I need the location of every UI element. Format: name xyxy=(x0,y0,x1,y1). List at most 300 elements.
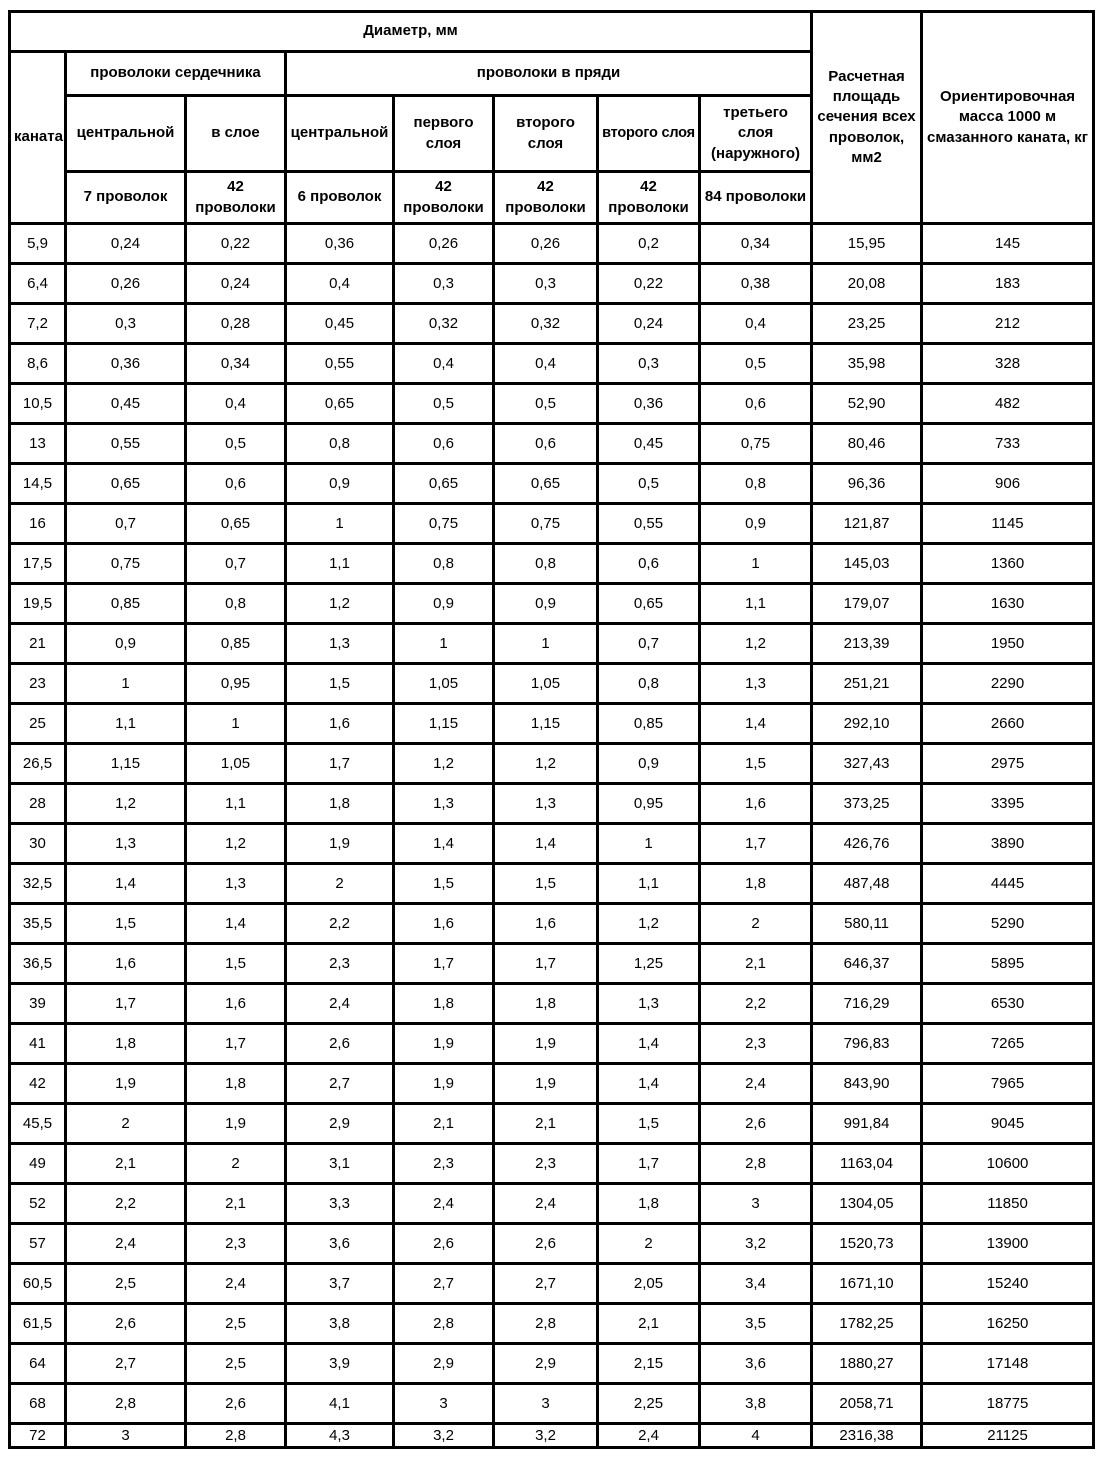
cell: 2,3 xyxy=(394,1144,494,1184)
cell: 1,3 xyxy=(700,664,812,704)
cell: 1 xyxy=(186,704,286,744)
table-row xyxy=(10,304,1094,344)
cell: 0,55 xyxy=(286,344,394,384)
cell: 2,7 xyxy=(286,1064,394,1104)
cell: 2,25 xyxy=(598,1384,700,1424)
cell: 1,9 xyxy=(394,1024,494,1064)
cell: 21125 xyxy=(922,1424,1094,1448)
cell: 2975 xyxy=(922,744,1094,784)
cell: 3,1 xyxy=(286,1144,394,1184)
cell: 2,8 xyxy=(66,1384,186,1424)
cell: 36,5 xyxy=(10,944,66,984)
cell: 13900 xyxy=(922,1224,1094,1264)
cell: 843,90 xyxy=(812,1064,922,1104)
cell: 0,85 xyxy=(66,584,186,624)
cell: 1782,25 xyxy=(812,1304,922,1344)
cell: 1,15 xyxy=(66,744,186,784)
cell: 1,9 xyxy=(286,824,394,864)
cell: 3395 xyxy=(922,784,1094,824)
cell: 1,2 xyxy=(494,744,598,784)
cell: 0,65 xyxy=(598,584,700,624)
cell: 0,26 xyxy=(66,264,186,304)
cell: 2,1 xyxy=(598,1304,700,1344)
header-count-6-wires: 6 проволок xyxy=(286,172,394,224)
cell: 2,4 xyxy=(598,1424,700,1448)
cell: 0,9 xyxy=(394,584,494,624)
cell: 42 xyxy=(10,1064,66,1104)
cell: 2,3 xyxy=(494,1144,598,1184)
header-count-42-wires-4: 42 проволоки xyxy=(598,172,700,224)
cell: 2 xyxy=(598,1224,700,1264)
cell: 0,75 xyxy=(494,504,598,544)
cell: 1,7 xyxy=(700,824,812,864)
cell: 1,2 xyxy=(66,784,186,824)
cell: 1,9 xyxy=(494,1024,598,1064)
header-row-1 xyxy=(10,12,1094,52)
cell: 1145 xyxy=(922,504,1094,544)
header-rope: каната xyxy=(10,52,66,224)
cell: 487,48 xyxy=(812,864,922,904)
cell: 1,6 xyxy=(700,784,812,824)
cell: 19,5 xyxy=(10,584,66,624)
cell: 1,6 xyxy=(394,904,494,944)
cell: 2,3 xyxy=(700,1024,812,1064)
table-row xyxy=(10,584,1094,624)
cell: 0,26 xyxy=(494,224,598,264)
cell: 1630 xyxy=(922,584,1094,624)
cell: 0,65 xyxy=(66,464,186,504)
cell: 2,6 xyxy=(186,1384,286,1424)
cell: 0,4 xyxy=(286,264,394,304)
cell: 2 xyxy=(66,1104,186,1144)
header-count-84-wires: 84 проволоки xyxy=(700,172,812,224)
cell: 1,3 xyxy=(286,624,394,664)
cell: 0,45 xyxy=(598,424,700,464)
cell: 2,2 xyxy=(66,1184,186,1224)
table-header xyxy=(10,12,1094,224)
header-layer-second: второго слоя xyxy=(494,96,598,172)
cell: 1,3 xyxy=(494,784,598,824)
cell: 2,5 xyxy=(186,1304,286,1344)
cell: 52,90 xyxy=(812,384,922,424)
table-row xyxy=(10,1224,1094,1264)
cell: 796,83 xyxy=(812,1024,922,1064)
cell: 1,5 xyxy=(394,864,494,904)
cell: 0,75 xyxy=(700,424,812,464)
table-row xyxy=(10,1344,1094,1384)
cell: 2290 xyxy=(922,664,1094,704)
table-row xyxy=(10,544,1094,584)
cell: 20,08 xyxy=(812,264,922,304)
table-row xyxy=(10,1144,1094,1184)
cell: 7,2 xyxy=(10,304,66,344)
cell: 2,1 xyxy=(494,1104,598,1144)
header-count-42-wires-3: 42 проволоки xyxy=(494,172,598,224)
cell: 0,3 xyxy=(394,264,494,304)
cell: 2,1 xyxy=(700,944,812,984)
cell: 18775 xyxy=(922,1384,1094,1424)
cell: 2,2 xyxy=(700,984,812,1024)
cell: 646,37 xyxy=(812,944,922,984)
cell: 0,38 xyxy=(700,264,812,304)
table-row xyxy=(10,824,1094,864)
cell: 0,8 xyxy=(700,464,812,504)
cell: 0,45 xyxy=(66,384,186,424)
cell: 1,7 xyxy=(494,944,598,984)
cell: 0,4 xyxy=(394,344,494,384)
cell: 0,5 xyxy=(598,464,700,504)
cell: 32,5 xyxy=(10,864,66,904)
cell: 1,8 xyxy=(494,984,598,1024)
cell: 1,4 xyxy=(394,824,494,864)
cell: 179,07 xyxy=(812,584,922,624)
cell: 5290 xyxy=(922,904,1094,944)
cell: 0,65 xyxy=(286,384,394,424)
cell: 327,43 xyxy=(812,744,922,784)
cell: 6,4 xyxy=(10,264,66,304)
cell: 10600 xyxy=(922,1144,1094,1184)
cell: 1,1 xyxy=(700,584,812,624)
cell: 0,6 xyxy=(494,424,598,464)
cell: 733 xyxy=(922,424,1094,464)
cell: 145 xyxy=(922,224,1094,264)
cell: 1,2 xyxy=(394,744,494,784)
cell: 0,8 xyxy=(394,544,494,584)
table-row xyxy=(10,384,1094,424)
cell: 0,55 xyxy=(598,504,700,544)
cell: 2,7 xyxy=(66,1344,186,1384)
cell: 2,1 xyxy=(66,1144,186,1184)
cell: 1,7 xyxy=(286,744,394,784)
cell: 1,2 xyxy=(286,584,394,624)
table-row xyxy=(10,744,1094,784)
cell: 0,5 xyxy=(700,344,812,384)
cell: 28 xyxy=(10,784,66,824)
cell: 0,2 xyxy=(598,224,700,264)
cell: 0,32 xyxy=(394,304,494,344)
cell: 1,4 xyxy=(598,1064,700,1104)
cell: 2,8 xyxy=(394,1304,494,1344)
header-strand-wires-group: проволоки в пряди xyxy=(286,52,812,96)
cell: 0,3 xyxy=(66,304,186,344)
cell: 1,4 xyxy=(186,904,286,944)
cell: 0,65 xyxy=(186,504,286,544)
cell: 2660 xyxy=(922,704,1094,744)
cell: 3 xyxy=(700,1184,812,1224)
cell: 3,2 xyxy=(494,1424,598,1448)
cell: 0,26 xyxy=(394,224,494,264)
header-layer-core-central: центральной xyxy=(66,96,186,172)
table-row xyxy=(10,1304,1094,1344)
table-row xyxy=(10,904,1094,944)
cell: 145,03 xyxy=(812,544,922,584)
cell: 0,6 xyxy=(186,464,286,504)
table-row xyxy=(10,784,1094,824)
cell: 1671,10 xyxy=(812,1264,922,1304)
cell: 39 xyxy=(10,984,66,1024)
cell: 3,2 xyxy=(700,1224,812,1264)
cell: 1,6 xyxy=(66,944,186,984)
table-row xyxy=(10,864,1094,904)
cell: 23 xyxy=(10,664,66,704)
cell: 1,6 xyxy=(186,984,286,1024)
header-core-wires-group: проволоки сердечника xyxy=(66,52,286,96)
table-row xyxy=(10,624,1094,664)
cell: 0,8 xyxy=(598,664,700,704)
cell: 9045 xyxy=(922,1104,1094,1144)
cell: 16 xyxy=(10,504,66,544)
cell: 0,85 xyxy=(186,624,286,664)
cell: 0,7 xyxy=(66,504,186,544)
cell: 5,9 xyxy=(10,224,66,264)
cell: 1360 xyxy=(922,544,1094,584)
cell: 2,8 xyxy=(700,1144,812,1184)
cell: 1,5 xyxy=(598,1104,700,1144)
cell: 1,25 xyxy=(598,944,700,984)
cell: 0,7 xyxy=(186,544,286,584)
cell: 1 xyxy=(286,504,394,544)
cell: 2,4 xyxy=(186,1264,286,1304)
cell: 1,4 xyxy=(494,824,598,864)
cell: 16250 xyxy=(922,1304,1094,1344)
cell: 1,4 xyxy=(66,864,186,904)
cell: 3,8 xyxy=(286,1304,394,1344)
table-row xyxy=(10,1184,1094,1224)
cell: 0,36 xyxy=(66,344,186,384)
cell: 5895 xyxy=(922,944,1094,984)
cell: 991,84 xyxy=(812,1104,922,1144)
cell: 2,6 xyxy=(66,1304,186,1344)
cell: 3,5 xyxy=(700,1304,812,1344)
header-layer-second-2: второго слоя xyxy=(598,96,700,172)
header-layer-core-in-layer: в слое xyxy=(186,96,286,172)
cell: 580,11 xyxy=(812,904,922,944)
cell: 15,95 xyxy=(812,224,922,264)
cell: 68 xyxy=(10,1384,66,1424)
cell: 2058,71 xyxy=(812,1384,922,1424)
table-row xyxy=(10,1264,1094,1304)
cell: 0,22 xyxy=(186,224,286,264)
cell: 4 xyxy=(700,1424,812,1448)
cell: 1,15 xyxy=(494,704,598,744)
cell: 2,15 xyxy=(598,1344,700,1384)
cell: 0,9 xyxy=(494,584,598,624)
cell: 25 xyxy=(10,704,66,744)
table-row xyxy=(10,1024,1094,1064)
cell: 3,9 xyxy=(286,1344,394,1384)
cell: 482 xyxy=(922,384,1094,424)
cell: 426,76 xyxy=(812,824,922,864)
cell: 4,1 xyxy=(286,1384,394,1424)
cell: 1,9 xyxy=(494,1064,598,1104)
cell: 1,5 xyxy=(286,664,394,704)
cell: 2,8 xyxy=(186,1424,286,1448)
cell: 1,2 xyxy=(598,904,700,944)
cell: 3,7 xyxy=(286,1264,394,1304)
cell: 3,2 xyxy=(394,1424,494,1448)
cell: 0,9 xyxy=(700,504,812,544)
cell: 1,8 xyxy=(186,1064,286,1104)
cell: 2 xyxy=(286,864,394,904)
cell: 3,6 xyxy=(700,1344,812,1384)
cell: 213,39 xyxy=(812,624,922,664)
cell: 64 xyxy=(10,1344,66,1384)
cell: 1,7 xyxy=(394,944,494,984)
header-diameter-group: Диаметр, мм xyxy=(10,12,812,52)
cell: 1,05 xyxy=(186,744,286,784)
cell: 1304,05 xyxy=(812,1184,922,1224)
cell: 0,3 xyxy=(598,344,700,384)
cell: 1,1 xyxy=(186,784,286,824)
cell: 10,5 xyxy=(10,384,66,424)
cell: 72 xyxy=(10,1424,66,1448)
cell: 1950 xyxy=(922,624,1094,664)
header-count-42-wires-2: 42 проволоки xyxy=(394,172,494,224)
table-row xyxy=(10,1064,1094,1104)
cell: 0,36 xyxy=(598,384,700,424)
cell: 292,10 xyxy=(812,704,922,744)
cell: 3,6 xyxy=(286,1224,394,1264)
cell: 1,7 xyxy=(66,984,186,1024)
cell: 1,9 xyxy=(186,1104,286,1144)
cell: 3890 xyxy=(922,824,1094,864)
cell: 4,3 xyxy=(286,1424,394,1448)
cell: 8,6 xyxy=(10,344,66,384)
cell: 2,9 xyxy=(394,1344,494,1384)
table-row xyxy=(10,1424,1094,1448)
cell: 2,3 xyxy=(286,944,394,984)
cell: 1,4 xyxy=(598,1024,700,1064)
cell: 0,9 xyxy=(66,624,186,664)
cell: 328 xyxy=(922,344,1094,384)
cell: 1,8 xyxy=(394,984,494,1024)
cell: 0,3 xyxy=(494,264,598,304)
cell: 1,1 xyxy=(66,704,186,744)
cell: 1 xyxy=(700,544,812,584)
cell: 3,3 xyxy=(286,1184,394,1224)
cell: 1,3 xyxy=(66,824,186,864)
cell: 57 xyxy=(10,1224,66,1264)
cell: 2,6 xyxy=(494,1224,598,1264)
cell: 212 xyxy=(922,304,1094,344)
cell: 1,3 xyxy=(394,784,494,824)
table-row xyxy=(10,1384,1094,1424)
cell: 2,7 xyxy=(494,1264,598,1304)
cell: 716,29 xyxy=(812,984,922,1024)
cell: 1880,27 xyxy=(812,1344,922,1384)
cell: 0,4 xyxy=(186,384,286,424)
cell: 0,8 xyxy=(494,544,598,584)
cell: 0,34 xyxy=(186,344,286,384)
cell: 1,4 xyxy=(700,704,812,744)
cell: 2,4 xyxy=(66,1224,186,1264)
table-row xyxy=(10,984,1094,1024)
cell: 373,25 xyxy=(812,784,922,824)
cell: 1,6 xyxy=(286,704,394,744)
cell: 0,45 xyxy=(286,304,394,344)
cell: 0,9 xyxy=(286,464,394,504)
cell: 1 xyxy=(598,824,700,864)
cell: 2 xyxy=(700,904,812,944)
cell: 96,36 xyxy=(812,464,922,504)
cell: 2,4 xyxy=(286,984,394,1024)
cell: 2,3 xyxy=(186,1224,286,1264)
cell: 1,3 xyxy=(186,864,286,904)
cell: 23,25 xyxy=(812,304,922,344)
cell: 251,21 xyxy=(812,664,922,704)
cell: 61,5 xyxy=(10,1304,66,1344)
cell: 0,28 xyxy=(186,304,286,344)
cell: 1,05 xyxy=(494,664,598,704)
cell: 0,5 xyxy=(186,424,286,464)
table-row xyxy=(10,504,1094,544)
cell: 0,95 xyxy=(598,784,700,824)
cell: 1,6 xyxy=(494,904,598,944)
cell: 15240 xyxy=(922,1264,1094,1304)
cell: 0,9 xyxy=(598,744,700,784)
cell: 1,5 xyxy=(494,864,598,904)
cell: 2,4 xyxy=(394,1184,494,1224)
cell: 1,9 xyxy=(66,1064,186,1104)
cell: 1 xyxy=(494,624,598,664)
cell: 49 xyxy=(10,1144,66,1184)
cell: 0,34 xyxy=(700,224,812,264)
cell: 35,98 xyxy=(812,344,922,384)
cell: 183 xyxy=(922,264,1094,304)
cell: 0,7 xyxy=(598,624,700,664)
cell: 1163,04 xyxy=(812,1144,922,1184)
cell: 35,5 xyxy=(10,904,66,944)
header-count-42-wires: 42 проволоки xyxy=(186,172,286,224)
cell: 1,5 xyxy=(66,904,186,944)
header-approx-mass: Ориентировочная масса 1000 м смазанного каната, кг xyxy=(922,12,1094,224)
cell: 3 xyxy=(494,1384,598,1424)
cell: 1,5 xyxy=(700,744,812,784)
cell: 2,6 xyxy=(394,1224,494,1264)
cell: 14,5 xyxy=(10,464,66,504)
cell: 1520,73 xyxy=(812,1224,922,1264)
cell: 1,15 xyxy=(394,704,494,744)
cell: 0,85 xyxy=(598,704,700,744)
table-row xyxy=(10,704,1094,744)
cell: 121,87 xyxy=(812,504,922,544)
cell: 4445 xyxy=(922,864,1094,904)
cell: 1,8 xyxy=(598,1184,700,1224)
cell: 1,1 xyxy=(598,864,700,904)
table-row xyxy=(10,224,1094,264)
cell: 0,75 xyxy=(394,504,494,544)
cell: 2,1 xyxy=(186,1184,286,1224)
cell: 45,5 xyxy=(10,1104,66,1144)
cell: 0,4 xyxy=(494,344,598,384)
cell: 2,8 xyxy=(494,1304,598,1344)
table-row xyxy=(10,1104,1094,1144)
cell: 0,5 xyxy=(494,384,598,424)
cell: 7265 xyxy=(922,1024,1094,1064)
cell: 0,4 xyxy=(700,304,812,344)
cell: 0,8 xyxy=(286,424,394,464)
cell: 26,5 xyxy=(10,744,66,784)
cell: 1 xyxy=(66,664,186,704)
cell: 2,4 xyxy=(700,1064,812,1104)
table-row xyxy=(10,344,1094,384)
cell: 1,3 xyxy=(598,984,700,1024)
cell: 2316,38 xyxy=(812,1424,922,1448)
cell: 0,95 xyxy=(186,664,286,704)
cell: 2 xyxy=(186,1144,286,1184)
table-row xyxy=(10,424,1094,464)
header-layer-strand-central: центральной xyxy=(286,96,394,172)
